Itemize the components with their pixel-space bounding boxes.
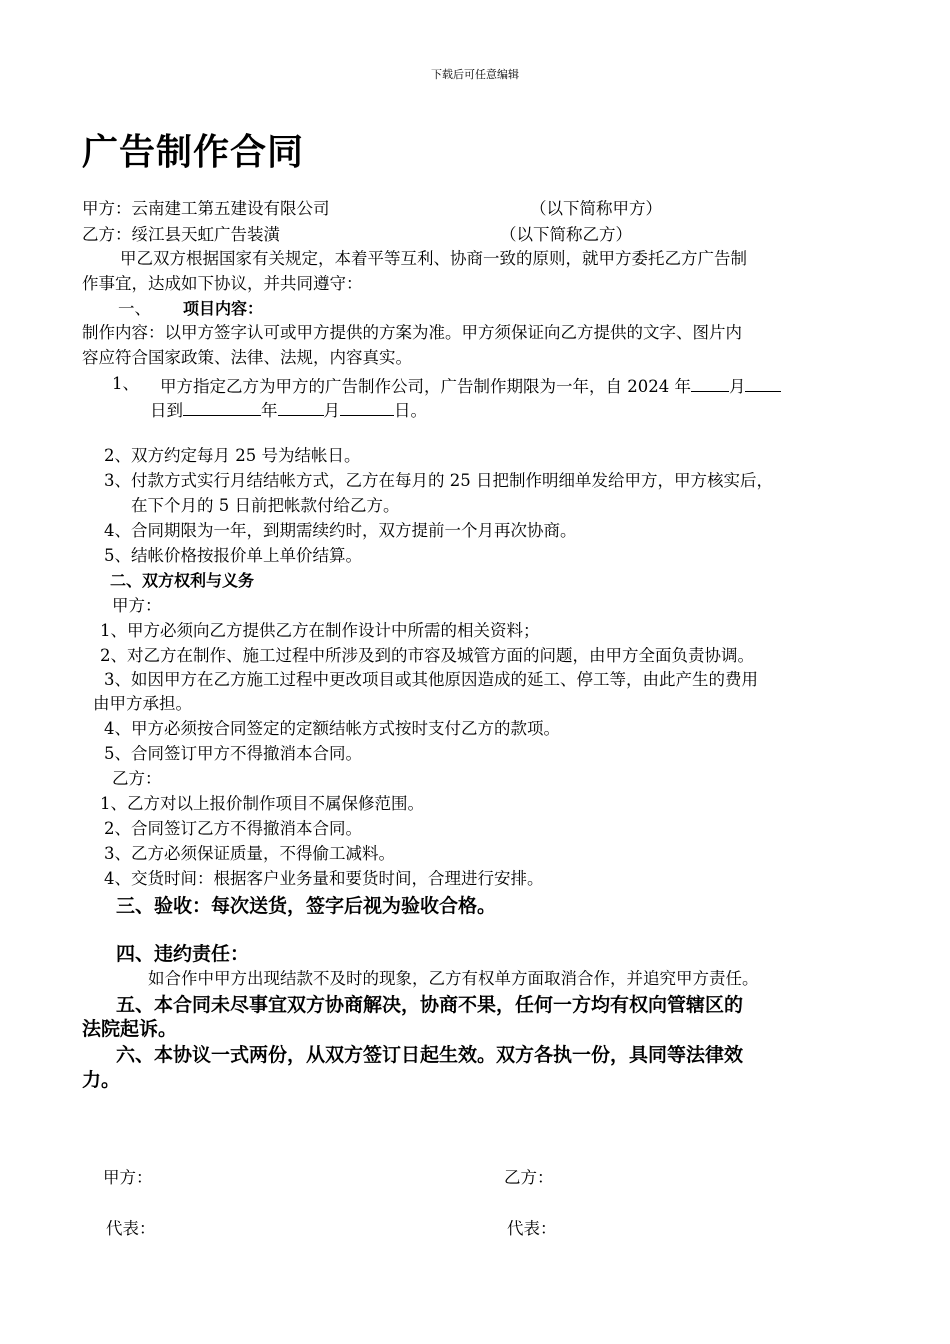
section6-line-2: 力。 [82, 1069, 121, 1091]
section1-number: 一、 [118, 299, 151, 318]
item1-year-label: 年 [261, 401, 278, 420]
item4: 4、合同期限为一年，到期需续约时，双方提前一个月再次协商。 [104, 521, 577, 540]
content-line-1: 制作内容：以甲方签字认可或甲方提供的方案为准。甲方须保证向乙方提供的文字、图片内 [82, 323, 742, 342]
representative-a: 代表： [106, 1219, 156, 1238]
item1-month-label: 月 [728, 377, 746, 396]
party-a-label: 甲方： [112, 596, 162, 615]
a3-line-2: 由甲方承担。 [93, 694, 192, 713]
section4-body: 如合作中甲方出现结款不及时的现象，乙方有权单方面取消合作，并追究甲方责任。 [148, 969, 759, 988]
intro-line-1: 甲乙双方根据国家有关规定，本着平等互利、协商一致的原则，就甲方委托乙方广告制 [120, 249, 747, 268]
section6-line-1: 六、本协议一式两份，从双方签订日起生效。双方各执一份，具同等法律效 [116, 1044, 744, 1066]
document-title: 广告制作合同 [82, 132, 305, 173]
blank-day-end[interactable] [340, 397, 394, 416]
item1-line [160, 373, 781, 398]
b4: 4、交货时间：根据客户业务量和要货时间，合理进行安排。 [104, 869, 544, 888]
party-b-alias: （以下简称乙方） [500, 225, 632, 244]
blank-year-end[interactable] [183, 397, 261, 416]
a2: 2、对乙方在制作、施工过程中所涉及到的市容及城管方面的问题，由甲方全面负责协调。 [100, 646, 754, 665]
blank-month-end[interactable] [278, 397, 324, 416]
item1-month2-label: 月 [323, 401, 340, 420]
b1: 1、乙方对以上报价制作项目不属保修范围。 [100, 794, 424, 813]
item1-day-end: 日。 [394, 401, 427, 420]
item3-line-1: 3、付款方式实行月结结帐方式，乙方在每月的 25 日把制作明细单发给甲方，甲方核实后， [104, 471, 773, 490]
b2: 2、合同签订乙方不得撤消本合同。 [104, 819, 362, 838]
party-a-line: 甲方：云南建工第五建设有限公司 [82, 199, 330, 218]
item1-line-2 [150, 397, 427, 422]
section5-line-2: 法院起诉。 [82, 1018, 178, 1040]
content-line-2: 容应符合国家政策、法律、法规，内容真实。 [82, 348, 412, 367]
section2-title: 二、双方权利与义务 [110, 571, 255, 590]
blank-month-start[interactable] [691, 373, 729, 392]
b3: 3、乙方必须保证质量，不得偷工减料。 [104, 844, 395, 863]
a3-line-1: 3、如因甲方在乙方施工过程中更改项目或其他原因造成的延工、停工等，由此产生的费用 [104, 670, 758, 689]
section5-line-1: 五、本合同未尽事宜双方协商解决，协商不果，任何一方均有权向管辖区的 [116, 994, 744, 1016]
item1-text: 甲方指定乙方为甲方的广告制作公司，广告制作期限为一年，自 2024 年 [160, 377, 691, 396]
header-note: 下载后可任意编辑 [431, 68, 519, 81]
section4-title: 四、违约责任： [116, 943, 250, 965]
signature-party-a: 甲方： [103, 1168, 153, 1187]
blank-day-start[interactable] [745, 373, 781, 392]
signature-party-b: 乙方： [504, 1168, 554, 1187]
intro-line-2: 作事宜，达成如下协议，并共同遵守： [82, 274, 363, 293]
representative-b: 代表： [507, 1219, 557, 1238]
item3-line-2: 在下个月的 5 日前把帐款付给乙方。 [131, 496, 400, 515]
section3: 三、验收：每次送货，签字后视为验收合格。 [116, 895, 497, 917]
party-a-alias: （以下简称甲方） [530, 199, 662, 218]
section1-title: 项目内容： [183, 299, 264, 318]
item2: 2、双方约定每月 25 号为结帐日。 [104, 446, 361, 465]
a1: 1、甲方必须向乙方提供乙方在制作设计中所需的相关资料； [100, 621, 540, 640]
item1-day-to: 日到 [150, 401, 183, 420]
a5: 5、合同签订甲方不得撤消本合同。 [104, 744, 362, 763]
item5: 5、结帐价格按报价单上单价结算。 [104, 546, 362, 565]
item1-number: 1、 [112, 374, 139, 393]
party-b-label: 乙方： [112, 769, 162, 788]
party-b-line: 乙方：绥江县天虹广告装潢 [82, 225, 280, 244]
a4: 4、甲方必须按合同签定的定额结帐方式按时支付乙方的款项。 [104, 719, 560, 738]
